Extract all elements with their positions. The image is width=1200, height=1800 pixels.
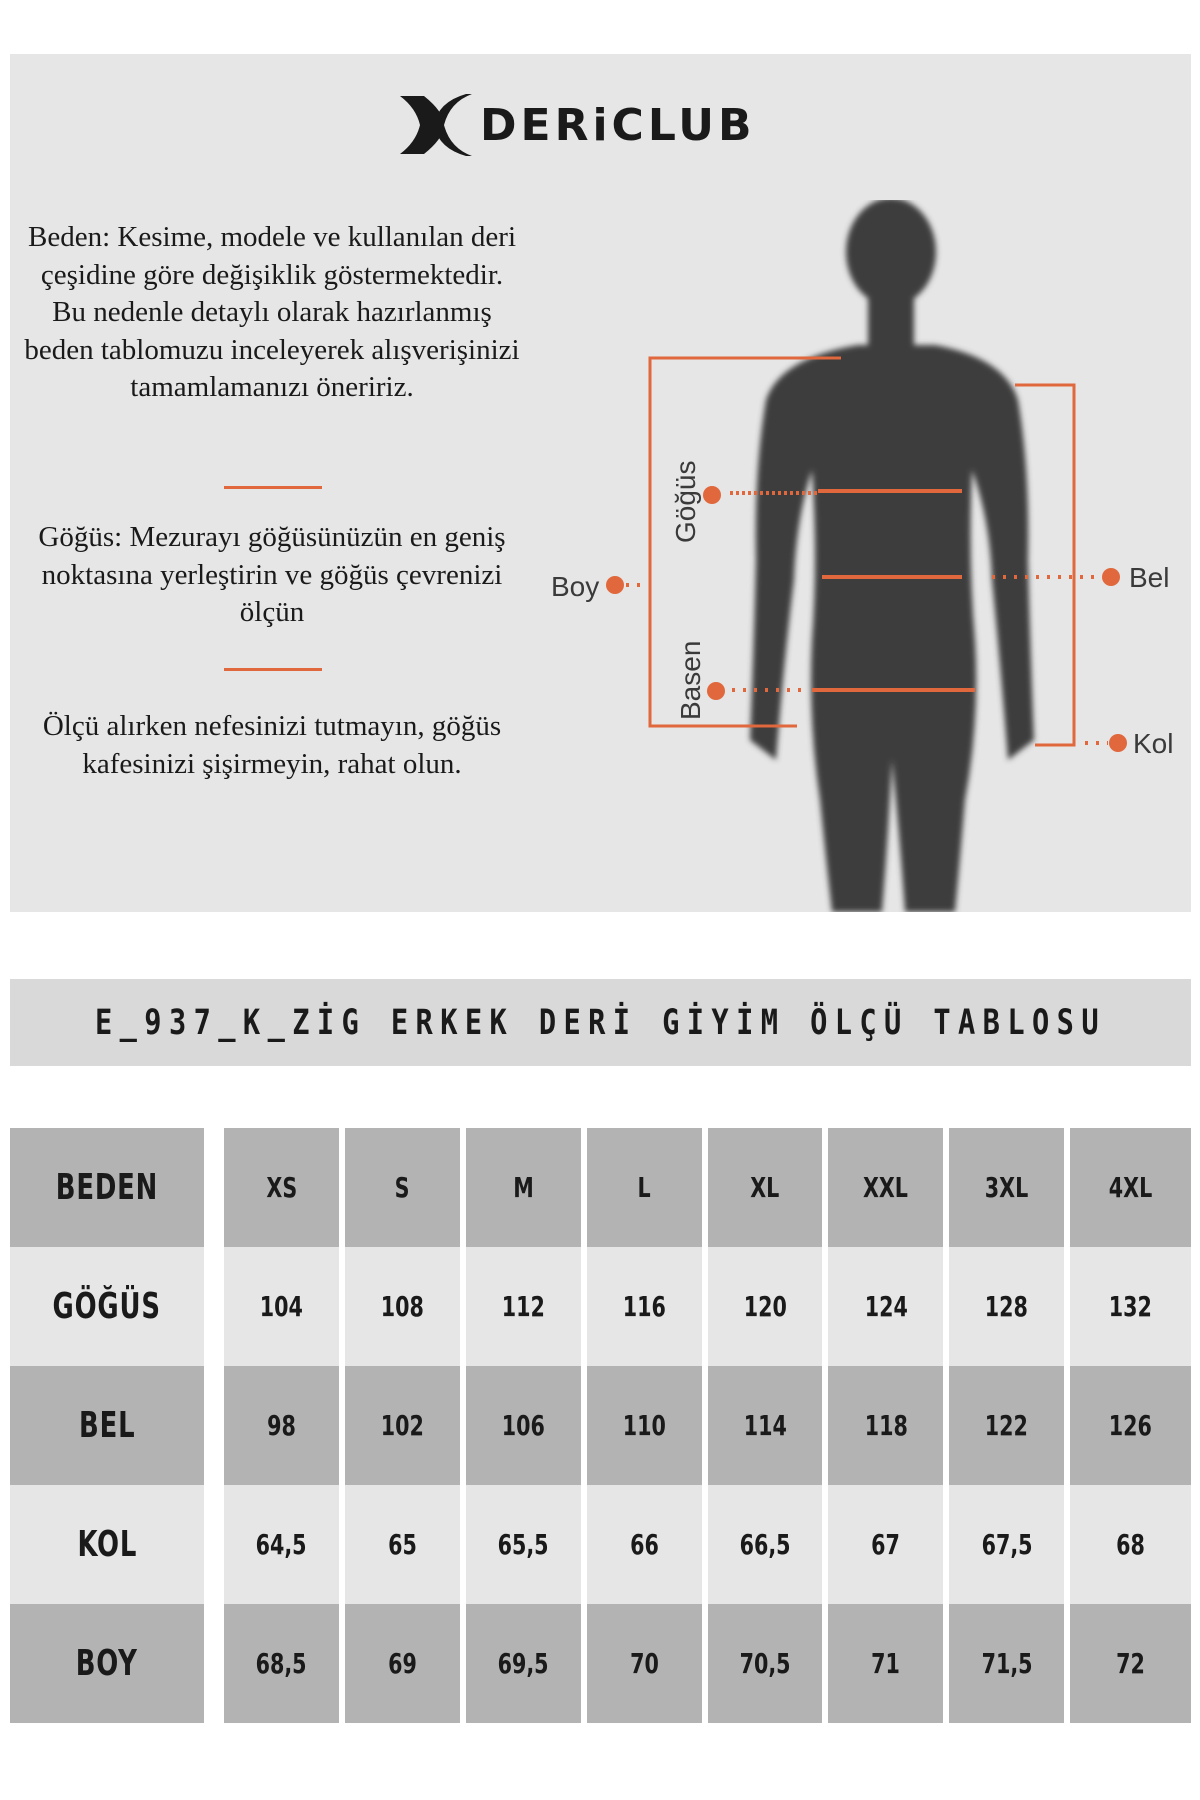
table-cell: 69,5 — [466, 1604, 587, 1723]
brand-logo — [398, 92, 798, 160]
info-breathing: Ölçü alırken nefesinizi tutmayın, göğüs kafesinizi şişirmeyin, rahat olun. — [42, 710, 502, 780]
table-title-bar — [10, 979, 1191, 1066]
table-cell: 64,5 — [224, 1485, 345, 1604]
size-header: S — [345, 1128, 466, 1247]
row-label: BEDEN — [10, 1128, 204, 1247]
table-cell: 104 — [224, 1247, 345, 1366]
table-cell: 110 — [587, 1366, 708, 1485]
row-label: BOY — [10, 1604, 204, 1723]
table-cell: 71 — [828, 1604, 949, 1723]
table-cell: 69 — [345, 1604, 466, 1723]
table-cell: 120 — [708, 1247, 829, 1366]
table-cell: 124 — [828, 1247, 949, 1366]
table-cell: 70 — [587, 1604, 708, 1723]
boy-label: Boy — [551, 571, 600, 602]
bel-label: Bel — [1129, 562, 1170, 593]
body-silhouette — [750, 200, 1034, 912]
row-label: KOL — [10, 1485, 204, 1604]
table-cell: 98 — [224, 1366, 345, 1485]
boy-marker — [606, 576, 648, 594]
table-cell: 67,5 — [949, 1485, 1070, 1604]
table-cell: 126 — [1070, 1366, 1191, 1485]
size-header: L — [587, 1128, 708, 1247]
table-cell: 114 — [708, 1366, 829, 1485]
size-header: 4XL — [1070, 1128, 1191, 1247]
table-cell: 70,5 — [708, 1604, 829, 1723]
row-label: GÖĞÜS — [10, 1247, 204, 1366]
table-cell: 66,5 — [708, 1485, 829, 1604]
table-cell: 112 — [466, 1247, 587, 1366]
brand-name: DERiCLUB — [480, 100, 756, 151]
table-cell: 71,5 — [949, 1604, 1070, 1723]
table-cell: 106 — [466, 1366, 587, 1485]
table-row — [10, 1366, 1191, 1485]
table-cell: 102 — [345, 1366, 466, 1485]
table-cell: 68 — [1070, 1485, 1191, 1604]
table-cell: 65 — [345, 1485, 466, 1604]
table-cell: 116 — [587, 1247, 708, 1366]
table-cell: 68,5 — [224, 1604, 345, 1723]
size-header: XXL — [828, 1128, 949, 1247]
info-gogus: Göğüs: Mezurayı göğüsünüzün en geniş noktasına yerleştirin ve göğüs çevrenizi ölçün — [38, 521, 506, 628]
table-cell: 72 — [1070, 1604, 1191, 1723]
info-beden: Beden: Kesime, modele ve kullanılan deri çeşidine göre değişiklik göstermektedir. Bu nedenle detaylı olarak hazırlanmış beden tablomuzu inceleyerek alışverişinizi tamamlamanızı öneririz. — [24, 221, 520, 403]
table-row — [10, 1247, 1191, 1366]
table-row — [10, 1485, 1191, 1604]
table-title: E_937_K_ZİG ERKEK DERİ GİYİM ÖLÇÜ TABLOSU — [94, 1002, 1107, 1043]
size-header: XL — [708, 1128, 829, 1247]
table-row — [10, 1604, 1191, 1723]
size-header: M — [466, 1128, 587, 1247]
table-cell: 128 — [949, 1247, 1070, 1366]
size-chart-table — [10, 1128, 1191, 1723]
table-cell: 122 — [949, 1366, 1070, 1485]
table-cell: 65,5 — [466, 1485, 587, 1604]
body-measurement-diagram — [540, 200, 1180, 912]
row-label: BEL — [10, 1366, 204, 1485]
table-cell: 108 — [345, 1247, 466, 1366]
table-cell: 132 — [1070, 1247, 1191, 1366]
separator — [224, 486, 322, 489]
size-header: XS — [224, 1128, 345, 1247]
kol-label: Kol — [1133, 728, 1174, 759]
table-cell: 66 — [587, 1485, 708, 1604]
kol-marker — [1085, 734, 1127, 752]
brand-mark-icon — [398, 92, 474, 158]
table-cell: 67 — [828, 1485, 949, 1604]
table-cell: 118 — [828, 1366, 949, 1485]
basen-label: Basen — [675, 640, 706, 720]
separator — [224, 668, 322, 671]
size-header: 3XL — [949, 1128, 1070, 1247]
gogus-label: Göğüs — [670, 460, 701, 543]
header-row — [10, 1128, 1191, 1247]
